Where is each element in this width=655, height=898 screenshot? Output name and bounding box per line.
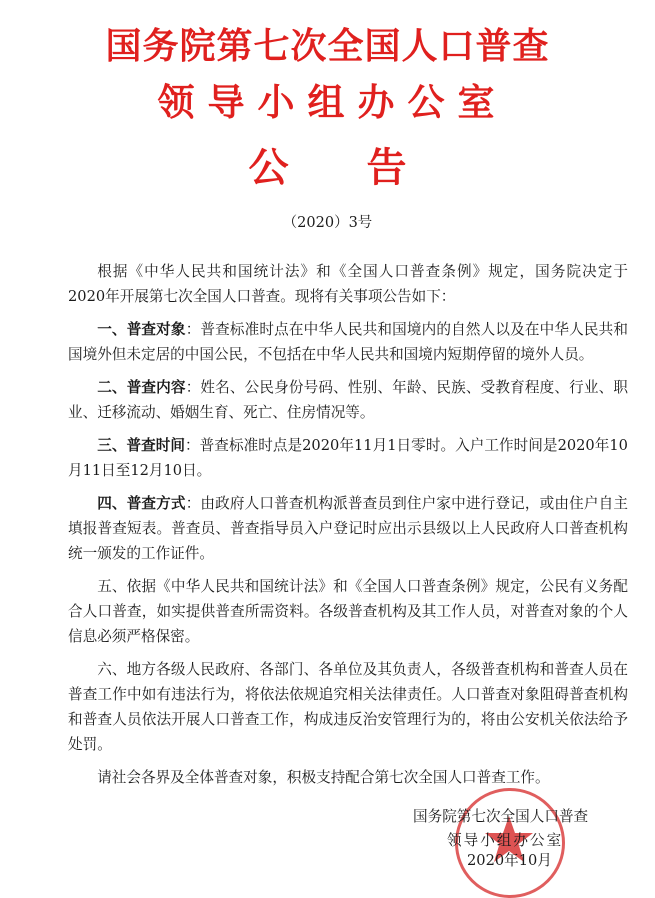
item-paragraph xyxy=(68,317,628,367)
header-announcement: 公告 xyxy=(248,144,485,191)
item-text: ：普查标准时点是2020年11月1日零时。入户工作时间是2020年10月11日至12月10日。 xyxy=(68,437,628,479)
item-heading: 普查对象 xyxy=(126,321,186,338)
header-title-line2: 领导小组办公室 xyxy=(157,80,508,124)
item-heading: 普查内容 xyxy=(126,379,186,396)
item-paragraph-6: 六、地方各级人民政府、各部门、各单位及其负责人，各级普查机构和普查人员在普查工作中如有违法行为，将依法依规追究相关法律责任。人口普查对象阻碍普查机构和普查人员依法开展人口普查工作，构成违反治安管理行为的，将由公安机关依法给予处罚。 xyxy=(68,661,628,753)
signature-org-line1: 国务院第七次全国人口普查 xyxy=(413,808,589,825)
item-text: ：由政府人口普查机构派普查员到住户家中进行登记，或由住户自主填报普查短表。普查员、普查指导员入户登记时应出示县级以上人民政府人口普查机构统一颁发的工作证件。 xyxy=(68,495,628,562)
item-text: ：姓名、公民身份号码、性别、年龄、民族、受教育程度、行业、职业、迁移流动、婚姻生育、死亡、住房情况等。 xyxy=(68,379,628,421)
item-paragraph xyxy=(68,491,628,566)
item-heading: 普查时间 xyxy=(126,437,186,454)
item-paragraph xyxy=(68,433,628,483)
item-heading: 普查方式 xyxy=(126,495,186,512)
document-number: （2020）3号 xyxy=(282,215,373,231)
item-paragraph-5: 五、依据《中华人民共和国统计法》和《全国人口普查条例》规定，公民有义务配合人口普查，如实提供普查所需资料。各级普查机构及其工作人员，对普查对象的个人信息必须严格保密。 xyxy=(68,578,628,645)
signature-org-line2: 领导小组办公室 xyxy=(447,832,564,849)
item-lead: 二、 xyxy=(97,379,127,396)
intro-paragraph: 根据《中华人民共和国统计法》和《全国人口普查条例》规定，国务院决定于2020年开展第七次全国人口普查。现将有关事项公告如下： xyxy=(68,263,628,305)
closing-paragraph: 请社会各界及全体普查对象，积极支持配合第七次全国人口普查工作。 xyxy=(97,769,550,786)
item-lead: 一、 xyxy=(97,321,127,338)
item-lead: 三、 xyxy=(97,437,127,454)
item-paragraph xyxy=(68,375,628,425)
item-text: ：普查标准时点在中华人民共和国境内的自然人以及在中华人民共和国境外但未定居的中国公民，不包括在中华人民共和国境内短期停留的境外人员。 xyxy=(68,321,628,363)
header-title-line1: 国务院第七次全国人口普查 xyxy=(105,25,550,67)
signature-date: 2020年10月 xyxy=(467,852,552,869)
document-body xyxy=(68,259,628,798)
item-lead: 四、 xyxy=(97,495,127,512)
